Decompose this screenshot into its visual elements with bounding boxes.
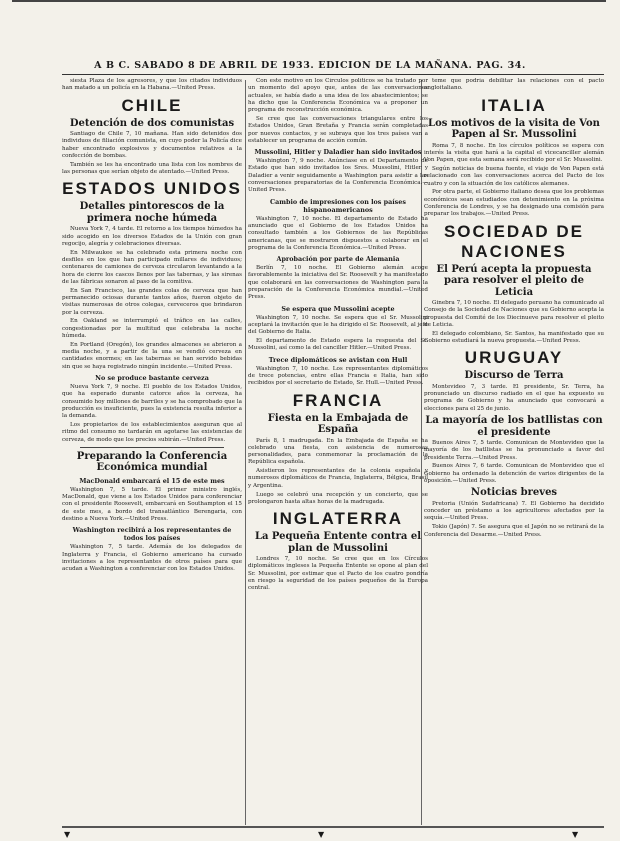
column-3 (424, 78, 604, 828)
paragraph: En San Francisco, las grandes colas de cerveza que han permanecido ociosas durante tantos años, fueron objeto de visitas numerosas de otros colegas, cerveceros que brindaron por la cerveza. (62, 287, 242, 316)
subheading: MacDonald embarcará el 15 de este mes (79, 476, 225, 485)
paragraph: El departamento de Estado espera la respuesta del Sr. Mussolini, así como la del canciller Hitler.—United Press. (248, 338, 428, 352)
footer-mark: ▼ (318, 830, 325, 839)
paragraph: Tokio (Japón) 7. Se asegura que el Japón no se retirará de la Conferencia del Desarme.—United Press. (424, 524, 604, 538)
article-headline: La mayoría de los batllistas con el presidente (425, 415, 603, 438)
paragraph: Washington 7, 9 noche. Anúnciase en el Departamento de Estado que han sido invitados los Sres. Mussolini, Hitler y Daladier a venir seguidamente a Washington para asistir a las conversaciones preparatorias de la Conferencia Económica.—United Press. (248, 158, 428, 194)
article-headline: Los motivos de la visita de Von Papen al Sr. Mussolini (428, 117, 600, 141)
header-rule (62, 74, 604, 75)
paragraph: Ginebra 7, 10 noche. El delegado peruano ha comunicado al Consejo de la Sociedad de Naciones que su Gobierno acepta la propuesta del Comité de los Diecinueve para resolver el pleito de Leticia. (424, 300, 604, 328)
paragraph: Los propietarios de los establecimientos aseguran que al ritmo del consumo no tardarán en agotarse las existencias de cerveza, de modo que los precios subirán.—United Press. (62, 422, 242, 443)
column-separator (245, 80, 246, 825)
paragraph: teme que podría debilitar las relaciones con el pacto angloitaliano. (424, 78, 604, 92)
paragraph: Nueva York 7, 4 tarde. El retorno a los tiempos húmedos ha sido acogido en los diversos Estados de la Unión con gran regocijo, alegría y celebraciones diversas. (62, 226, 242, 247)
paragraph: Pretoria (Unión Sudafricana) 7. El Gobierno ha decidido conceder un préstamo a los agricultores afectados por la sequía.—United Press. (424, 500, 604, 522)
article-headline: Discurso de Terra (464, 370, 564, 382)
subheading: Washington recibirá a los representantes de todos los países (72, 526, 232, 543)
article-headline: Preparando la Conferencia Económica mundial (76, 450, 228, 474)
subheading: Aprobación por parte de Alemania (276, 255, 400, 264)
paragraph: Con este motivo en los Círculos políticos se ha tratado por un momento del apoyo que, antes de las conversaciones actuales, se había dado a una idea de los abastecimientos; se ha dicho que la Conferencia Económica va a proponer un programa de reconstrucción económica. (248, 78, 428, 114)
paragraph: En Milwaukee se ha celebrado esta primera noche con desfiles en los que han participado millares de individuos; centenares de camiones de cerveza circularon levantando a la hora de cierre los cascos llenos por las tabernas, y las sirenas de las fábricas sonaron al paso de la comitiva. (62, 249, 242, 285)
paragraph: Berlín 7, 10 noche. El Gobierno alemán acoge favorablemente la iniciativa del Sr. Roosevelt y ha manifestado que colaborará en las conversaciones de Washington para la preparación de la Conferencia Económica mundial.—United Press. (248, 265, 428, 301)
paragraph: Nueva York 7, 9 noche. El pueblo de los Estados Unidos, que ha esperado durante catorce años la cerveza, ha consumido hoy millones de barriles y se ha comprobado que la producción es insuficiente, pues la existencia resulta inferior a la demanda. (62, 384, 242, 420)
paragraph: siesta Plaza de los agresores, y que los citados individuos han matado a un policía en la Habana.—United Press. (62, 78, 242, 92)
paragraph: Asistieron los representantes de la colonia española y numerosos diplomáticos de Francia, Inglaterra, Bélgica, Brasil y Argentina. (248, 468, 428, 489)
section-heading-inglaterra: INGLATERRA (272, 509, 404, 529)
article-headline: Detención de dos comunistas (69, 117, 235, 129)
article-headline: Noticias breves (470, 487, 558, 499)
article-headline: Detalles pintorescos de la primera noche húmeda (79, 201, 225, 224)
paragraph: Luego se celebró una recepción y un concierto, que se prolongaron hasta altas horas de la madrugada. (248, 491, 428, 505)
paragraph: Por otra parte, el Gobierno italiano desea que los problemas económicos sean estudiados con detenimiento en la próxima Conferencia de Londres, y se ha designado una comisión para preparar los trabajos.—United Press. (424, 189, 604, 218)
paragraph: Montevideo 7, 3 tarde. El presidente, Sr. Terra, ha pronunciado un discurso radiado en el que ha expuesto su programa de Gobierno y ha anunciado que convocará a elecciones para el 25 de junio. (424, 383, 604, 412)
article-headline: Fiesta en la Embajada de España (267, 412, 409, 435)
paragraph: Washington 7, 10 noche. Se espera que el Sr. Mussolini aceptará la invitación que le ha dirigido el Sr. Roosevelt, al jefe del Gobierno de Italia. (248, 314, 428, 336)
footer-mark: ▼ (64, 830, 71, 839)
section-rule (80, 447, 224, 448)
page-header: A B C. SABADO 8 DE ABRIL DE 1933. EDICION DE LA MAÑANA. PAG. 34. (94, 60, 526, 71)
paragraph: En Portland (Oregón), los grandes almacenes se abrieron a media noche, y a partir de la una se vendió cerveza en cantidades enormes; en las tabernas se han servido bebidas sin que se haya registrado ningún incidente.—United Press. (62, 341, 242, 370)
paragraph: Buenos Aires 7, 5 tarde. Comunican de Montevideo que la mayoría de los batllistas se ha pronunciado a favor del presidente Terra.—United Press. (424, 440, 604, 461)
paragraph: Según noticias de buena fuente, el viaje de Von Papen está relacionado con las conversaciones acerca del Pacto de los cuatro y con la situación de los católicos alemanes. (424, 165, 604, 187)
article-headline: El Perú acepta la propuesta para resolver el pleito de Leticia (436, 263, 592, 298)
paragraph: París 8, 1 madrugada. En la Embajada de España se ha celebrado una fiesta, con asistencia de numerosas personalidades, para conmemorar la proclamación de la República española. (248, 437, 428, 466)
paragraph: Londres 7, 10 noche. Se cree que en los Círculos diplomáticos ingleses la Pequeña Entente se opone al plan del Sr. Mussolini, por estimar que el Pacto de los cuatro pondría en riesgo la seguridad de los países pequeños de la Europa central. (248, 556, 428, 592)
section-heading-uruguay: URUGUAY (464, 348, 564, 368)
paragraph: Se cree que las conversaciones triangulares entre los Estados Unidos, Gran Bretaña y Francia serán completadas por nuevos contactos, y se subraya que los tres países van a establecer un programa de acción común. (248, 115, 428, 144)
subheading: No se produce bastante cerveza (95, 374, 209, 383)
paragraph: Santiago de Chile 7, 10 mañana. Han sido detenidos dos individuos de filiación comunista, en cuyo poder la Policía dice haber encontrado explosivos y documentos relativos a la confección de bombas. (62, 131, 242, 159)
paragraph: Washington 7, 10 noche. El departamento de Estado ha anunciado que el Gobierno de los Estados Unidos ha consultado también a los Gobiernos de las Repúblicas americanas, que se mostraron dispuestos a colaborar en el programa de la Conferencia Económica.—United Press. (248, 215, 428, 251)
section-heading-chile: CHILE (121, 95, 183, 115)
paragraph: En Oakland se interrumpió el tráfico en las calles, congestionadas por la multitud que celebraba la noche húmeda. (62, 318, 242, 340)
bottom-rule (62, 826, 604, 828)
paragraph: El delegado colombiano, Sr. Santos, ha manifestado que su Gobierno estudiará la nueva propuesta.—United Press. (424, 330, 604, 345)
paragraph: Washington 7, 5 tarde. El primer ministro inglés, MacDonald, que viene a los Estados Unidos para conferenciar con el presidente Roosevelt, embarcará en Southampton el 15 de este mes, a bordo del transatlántico Berengaria, con destino a Nueva York.—United Press. (62, 486, 242, 523)
section-heading-estados-unidos: ESTADOS UNIDOS (62, 179, 242, 199)
subheading: Mussolini, Hitler y Daladier han sido invitados (254, 148, 422, 157)
top-rule (12, 0, 606, 2)
subheading: Trece diplomáticos se avistan con Hull (268, 355, 408, 364)
column-2 (248, 78, 428, 828)
paragraph: Washington 7, 5 tarde. Además de los delegados de Inglaterra y Francia, el Gobierno americano ha cursado invitaciones a los representantes de otros países para que acudan a Washington a conferenciar con los Estados Unidos. (62, 544, 242, 573)
section-heading-francia: FRANCIA (292, 390, 384, 410)
article-headline: La Pequeña Entente contra el plan de Mussolini (254, 531, 422, 554)
section-heading-sociedad-de-naciones: SOCIEDAD DE NACIONES (443, 221, 585, 261)
section-heading-italia: ITALIA (481, 95, 547, 115)
column-1 (62, 78, 242, 828)
subheading: Cambio de impresiones con los países hispanoamericanos (270, 197, 406, 214)
footer-mark: ▼ (572, 830, 579, 839)
paragraph: Buenos Aires 7, 6 tarde. Comunican de Montevideo que el Gobierno ha ordenado la detención de varios dirigentes de la oposición.—United Press. (424, 463, 604, 485)
paragraph: También se les ha encontrado una lista con los nombres de las personas que serían objeto de atentado.—United Press. (62, 161, 242, 176)
subheading: Se espera que Mussolini acepte (281, 304, 395, 313)
paragraph: Roma 7, 8 noche. En los círculos políticos se espera con interés la visita que hará a la capital el vicecanciller alemán Von Papen, que esta semana será recibido por el Sr. Mussolini. (424, 142, 604, 164)
paragraph: Washington 7, 10 noche. Los representantes diplomáticos de trece potencias, entre ellas Francia e Italia, han sido recibidos por el secretario de Estado, Sr. Hull.—United Press. (248, 365, 428, 387)
